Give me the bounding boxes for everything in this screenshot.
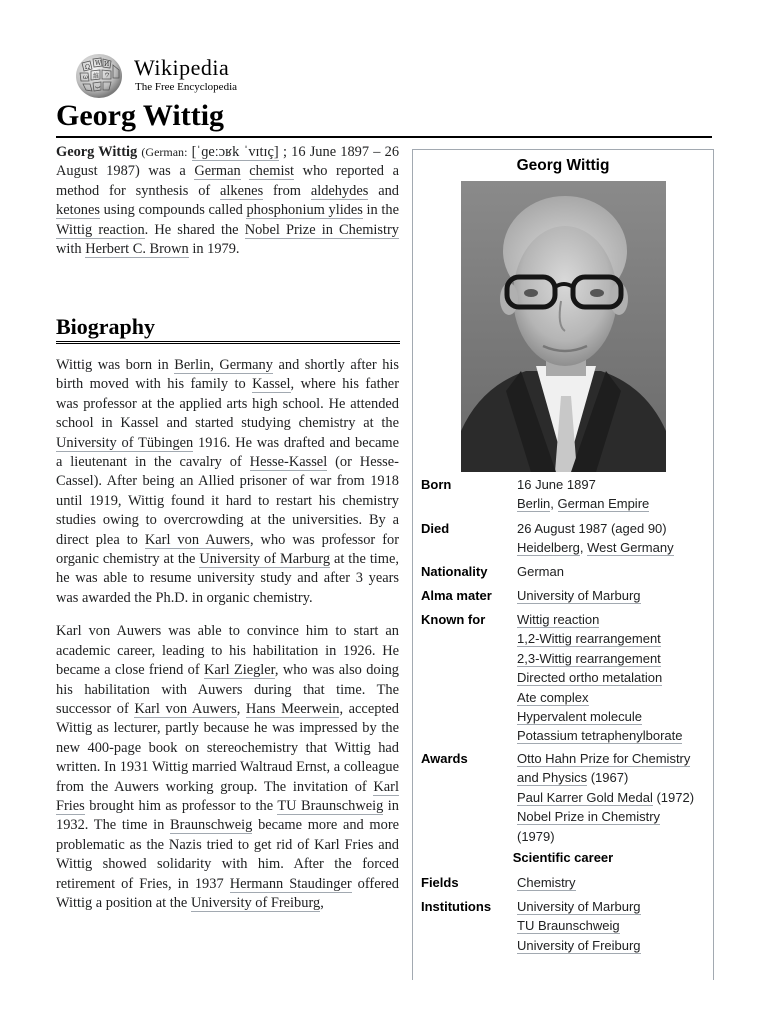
wikipedia-wordmark: Wikipedia — [134, 55, 230, 80]
awards-label: Awards — [421, 751, 468, 766]
born-value — [517, 475, 713, 514]
lead-text: in the — [366, 202, 399, 219]
bio-text: , who was also doing his habilitation with Auwers during that time. The successor of — [56, 662, 399, 717]
bio-text: became more and more problematic as the Nazis tried to get rid of Karl Fries and Wittig showed solidarity with him. After the forced retirement of Fries, in 1937 — [56, 817, 399, 892]
link-braunschweig[interactable]: Braunschweig — [170, 817, 253, 834]
svg-text:Ω: Ω — [85, 64, 90, 71]
link-hans-meerwein[interactable]: Hans Meerwein — [245, 700, 340, 717]
infobox-title: Georg Wittig — [516, 157, 610, 174]
nationality-value: German — [517, 564, 564, 579]
bio-text: , who was professor for organic chemistry at the — [56, 531, 399, 568]
link-inst-marburg[interactable]: University of Marburg — [517, 899, 641, 914]
infobox — [412, 149, 714, 980]
link-phosphonium-ylides[interactable]: phosphonium ylides — [246, 202, 363, 219]
lead-text: and — [378, 182, 399, 199]
svg-text:維: 維 — [93, 73, 100, 80]
lead-text: from — [273, 182, 301, 199]
lead-text: . He shared the — [144, 221, 239, 238]
bio-text: and shortly after his birth moved with his family to — [56, 357, 399, 393]
died-label: Died — [421, 521, 450, 536]
link-chemistry[interactable]: Chemistry — [517, 875, 576, 890]
fields-label: Fields — [421, 875, 459, 890]
link-berlin[interactable]: Berlin — [517, 496, 551, 512]
separator: , — [579, 540, 584, 556]
svg-text:И: И — [104, 61, 110, 68]
lead-pronunciation-link[interactable]: [ˈɡeːɔʁk ˈvɪtɪç] — [191, 144, 279, 160]
award-year: (1979) — [517, 828, 555, 844]
known-for-label: Known for — [421, 612, 486, 627]
died-value — [517, 519, 713, 558]
bio-text: in 1932. The time in — [56, 797, 399, 834]
lead-lang: German — [145, 145, 185, 159]
lead-text: in 1979. — [192, 241, 240, 258]
link-aldehydes[interactable]: aldehydes — [310, 182, 369, 199]
award-year: (1967) — [590, 770, 629, 786]
link-known-ortho-metalation[interactable]: Directed ortho metalation — [517, 670, 663, 686]
lead-name: Georg Wittig — [56, 144, 138, 160]
lead-text: using compounds called — [103, 202, 243, 219]
bio-text: at the time, he was able to resume university study and after 3 years was awarded the Ph.D. in organic chemistry. — [56, 551, 399, 606]
lead-text: who reported a method for synthesis of — [56, 163, 399, 199]
bio-text: , accepted Wittig as lecturer, partly because he was impressed by the new 400-page book on stereochemistry that Wittig had written. In 1931 Wittig married Waltraud Ernst, a colleague from the Auwers working group. The invitation of — [56, 700, 399, 795]
section-divider — [56, 341, 400, 346]
separator: , — [550, 496, 554, 512]
link-otto-hahn-prize[interactable]: Otto Hahn Prize for Chemistry — [517, 751, 691, 766]
page-title: Georg Wittig — [56, 99, 225, 132]
bio-text: offered Wittig a position at the — [56, 875, 399, 911]
link-german[interactable]: German — [194, 163, 241, 180]
link-berlin-germany[interactable]: Berlin, Germany — [174, 357, 273, 373]
link-university-of-marburg[interactable]: University of Marburg — [199, 551, 331, 568]
born-label: Born — [421, 477, 452, 492]
award-year: (1972) — [656, 789, 695, 805]
nationality-label: Nationality — [421, 564, 488, 579]
link-inst-freiburg[interactable]: University of Freiburg — [517, 937, 641, 953]
link-inst-tu-braunschweig[interactable]: TU Braunschweig — [517, 918, 620, 934]
biography-paragraph-2 — [56, 622, 399, 913]
biography-section — [56, 356, 399, 913]
link-otto-hahn-prize-2[interactable]: and Physics — [517, 770, 588, 786]
link-karl-ziegler[interactable]: Karl Ziegler — [204, 662, 275, 679]
bio-text: , — [320, 894, 324, 911]
alma-mater-label: Alma mater — [421, 588, 492, 603]
link-hesse-kassel[interactable]: Hesse-Kassel — [249, 454, 328, 471]
link-ketones[interactable]: ketones — [56, 202, 100, 219]
link-nobel-prize-chemistry[interactable]: Nobel Prize in Chemistry — [244, 221, 399, 238]
bio-text: , — [236, 700, 241, 717]
svg-text:W: W — [95, 60, 102, 67]
link-karl-von-auwers-2[interactable]: Karl von Auwers — [134, 700, 237, 717]
link-known-23-wittig[interactable]: 2,3-Wittig rearrangement — [517, 650, 661, 666]
born-date: 16 June 1897 — [517, 477, 596, 492]
svg-text:ω: ω — [83, 74, 88, 81]
bio-text: , where his father was professor at the applied arts high school. He attended school in Kassel and started studying chemistry at the — [56, 376, 399, 432]
scientific-career-header: Scientific career — [512, 850, 614, 865]
lead-paragraph: Georg Wittig (German: [ˈɡeːɔʁk ˈvɪtɪç] ; 16 June 1897 – 26 August 1987) was a German chemist who reported a method for synthesis of alkenes from aldehydes and ketones using compounds called phosphonium ylides in the Wittig reaction. He shared the Nobel Prize in Chemistry with Herbert C. Brown in 1979. — [56, 144, 400, 258]
link-kassel[interactable]: Kassel — [252, 376, 291, 393]
link-nobel-prize-award[interactable]: Nobel Prize in Chemistry — [517, 809, 661, 825]
link-karl-fries[interactable]: Karl Fries — [56, 778, 399, 814]
section-heading-biography: Biography — [56, 314, 156, 339]
bio-text: (or Hesse-Cassel). After being an Allied prisoner of war from 1918 until 1919, Wittig found it hard to restart his chemistry studies owing to overcrowding at the universities. By a direct plea to — [56, 454, 399, 548]
link-german-empire[interactable]: German Empire — [557, 496, 650, 512]
link-known-12-wittig[interactable]: 1,2-Wittig rearrangement — [517, 631, 661, 647]
wikipedia-tagline: The Free Encyclopedia — [135, 81, 238, 93]
link-herbert-c-brown[interactable]: Herbert C. Brown — [85, 241, 189, 258]
portrait-photo[interactable] — [461, 181, 666, 472]
link-heidelberg[interactable]: Heidelberg — [517, 540, 580, 556]
portrait-image — [461, 181, 666, 472]
institutions-label: Institutions — [421, 899, 492, 914]
link-known-wittig-reaction[interactable]: Wittig reaction — [517, 612, 600, 627]
link-alkenes[interactable]: alkenes — [220, 182, 264, 199]
title-divider — [56, 136, 712, 138]
link-known-hypervalent[interactable]: Hypervalent molecule — [517, 709, 643, 725]
link-known-ate-complex[interactable]: Ate complex — [517, 689, 589, 705]
bio-text: brought him as professor to the — [89, 797, 274, 814]
link-wittig-reaction[interactable]: Wittig reaction — [56, 221, 145, 238]
died-date: 26 August 1987 (aged 90) — [517, 521, 667, 536]
biography-paragraph-1 — [56, 356, 399, 608]
link-university-of-tubingen[interactable]: University of Tübingen — [56, 434, 194, 451]
wikipedia-globe-icon — [74, 53, 124, 99]
link-west-germany[interactable]: West Germany — [587, 540, 674, 556]
link-hermann-staudinger[interactable]: Hermann Staudinger — [229, 875, 352, 892]
bio-text: Karl von Auwers was able to convince him to start an academic career, leading to his habilitation in 1926. He became a close friend of — [56, 623, 399, 679]
link-paul-karrer-medal[interactable]: Paul Karrer Gold Medal — [517, 789, 653, 805]
link-known-tetraphenylborate[interactable]: Potassium tetraphenylborate — [517, 728, 683, 744]
link-tu-braunschweig[interactable]: TU Braunschweig — [277, 797, 384, 814]
lead-text: with — [56, 241, 82, 258]
wikipedia-logo[interactable] — [74, 51, 274, 101]
bio-text: 1916. He was drafted and became a lieutenant in the cavalry of — [56, 434, 399, 471]
bio-text: Wittig was born in — [56, 357, 169, 373]
svg-text:ウ: ウ — [104, 72, 111, 79]
lead-text: ; 16 June 1897 – 26 August 1987) was a — [56, 144, 400, 180]
link-karl-von-auwers[interactable]: Karl von Auwers — [144, 531, 250, 548]
link-university-of-freiburg[interactable]: University of Freiburg — [190, 894, 321, 911]
svg-text:ب: ب — [95, 83, 101, 90]
link-chemist[interactable]: chemist — [249, 163, 295, 180]
link-alma-mater-marburg[interactable]: University of Marburg — [517, 588, 641, 603]
